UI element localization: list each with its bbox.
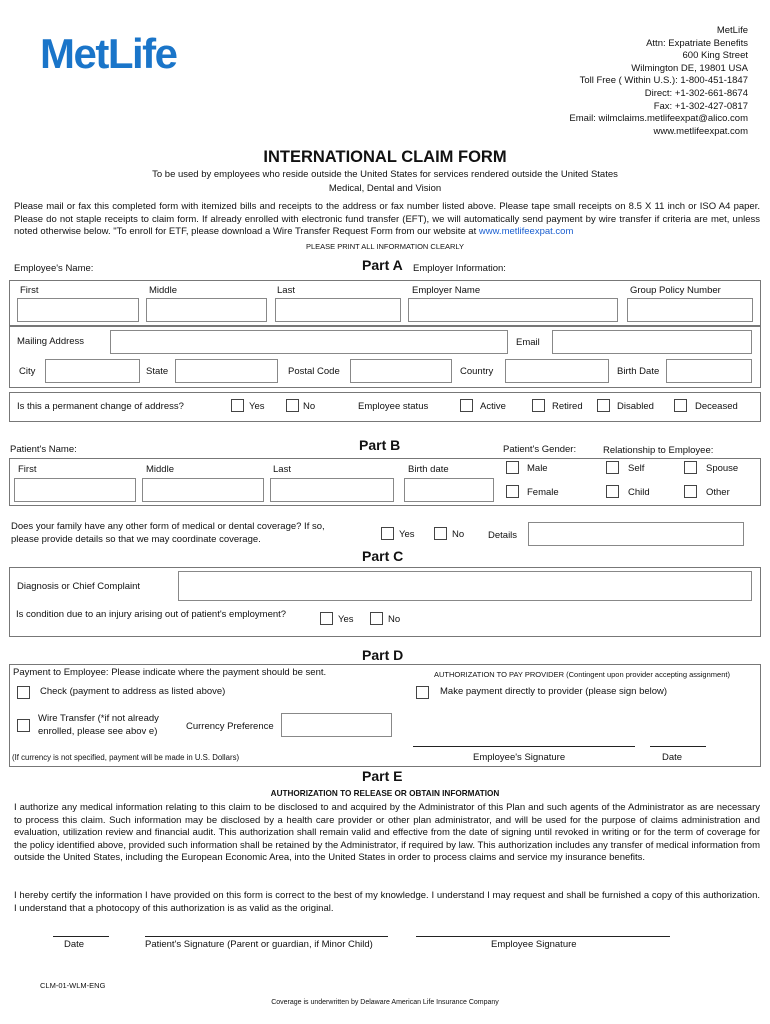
wire-transfer-line2: enrolled, please see abov e) (38, 726, 158, 737)
mailing-address-label: Mailing Address (17, 336, 85, 347)
date-signature-line (650, 746, 706, 747)
patient-last-name-field[interactable] (270, 478, 394, 502)
underwriter-note: Coverage is underwritten by Delaware American Life Insurance Company (271, 999, 499, 1006)
injury-no-label: No (388, 614, 401, 625)
relationship-label: Relationship to Employee: (603, 445, 714, 456)
self-label: Self (628, 463, 645, 474)
wire-transfer-checkbox[interactable] (17, 719, 30, 732)
postal-code-field[interactable] (350, 359, 452, 383)
disabled-label: Disabled (617, 401, 654, 412)
patient-first-label: First (18, 464, 37, 475)
injury-question: Is condition due to an injury arising out of patient's employment? (16, 609, 287, 620)
spouse-label: Spouse (706, 463, 739, 474)
employer-name-label: Employer Name (412, 285, 481, 296)
pay-provider-checkbox[interactable] (416, 686, 429, 699)
coverage-details-field[interactable] (528, 522, 744, 546)
details-label: Details (488, 530, 518, 541)
address-line: Wilmington DE, 19801 USA (631, 62, 748, 74)
address-line: www.metlifeexpat.com (653, 125, 748, 137)
form-subtitle: To be used by employees who reside outside the United States for services rendered outside the United States (152, 169, 618, 180)
address-line: Toll Free ( Within U.S.): 1-800-451-1847 (579, 75, 748, 87)
instructions (14, 201, 760, 239)
patient-name-label: Patient's Name: (10, 444, 77, 455)
mailing-address-field[interactable] (110, 330, 508, 354)
auth-pay-provider-label: AUTHORIZATION TO PAY PROVIDER (Contingent upon provider accepting assignment) (434, 670, 730, 679)
coverage-yes-label: Yes (399, 529, 415, 540)
first-name-label: First (20, 285, 39, 296)
patient-first-name-field[interactable] (14, 478, 136, 502)
currency-note: (If currency is not specified, payment will be made in U.S. Dollars) (12, 753, 240, 762)
patient-last-label: Last (273, 464, 291, 475)
address-line: Direct: +1-302-661-8674 (644, 87, 748, 99)
instructions-text: Please mail or fax this completed form with itemized bills and receipts to the address or fax number listed above. Please tape small receipts on 8.5 X 11 inch or ISO A4 paper. Please do not staple receipts to claim form. If already enrolled with electronic fund transfer (EFT), we will automatically send payment by wire transfer if criteria are met, unless noted otherwise below. "To enroll for ETF, please download a Wire Transfer Request Form from our website at (14, 201, 760, 238)
email-label: Email (516, 337, 540, 348)
diagnosis-label: Diagnosis or Chief Complaint (17, 581, 141, 592)
company-address (569, 25, 748, 138)
patient-birth-date-label: Birth date (408, 464, 449, 475)
address-line: Fax: +1-302-427-0817 (653, 100, 748, 112)
address-line: Email: wilmclaims.metlifeexpat@alico.com (569, 113, 748, 125)
patient-signature-line (145, 936, 388, 937)
injury-yes-checkbox[interactable] (320, 612, 333, 625)
middle-name-label: Middle (149, 285, 177, 296)
male-label: Male (527, 463, 548, 474)
pay-provider-label: Make payment directly to provider (please sign below) (440, 686, 668, 697)
patient-signature-label: Patient's Signature (Parent or guardian, if Minor Child) (145, 939, 373, 950)
part-e-date-label: Date (64, 939, 85, 950)
status-disabled-checkbox[interactable] (597, 399, 610, 412)
retired-label: Retired (552, 401, 583, 412)
yes-label: Yes (249, 401, 265, 412)
diagnosis-field[interactable] (178, 571, 752, 601)
employer-info-label: Employer Information: (413, 263, 506, 274)
address-line: Attn: Expatriate Benefits (646, 37, 748, 49)
auth-release-heading: AUTHORIZATION TO RELEASE OR OBTAIN INFORMATION (270, 789, 500, 798)
postal-code-label: Postal Code (288, 366, 340, 377)
state-field[interactable] (175, 359, 278, 383)
part-b-heading: Part B (359, 437, 401, 453)
child-label: Child (628, 487, 650, 498)
no-label: No (303, 401, 316, 412)
city-label: City (19, 366, 36, 377)
coverage-no-label: No (452, 529, 465, 540)
relationship-other-checkbox[interactable] (684, 485, 697, 498)
part-e-heading: Part E (362, 768, 403, 784)
form-code: CLM-01-WLM-ENG (40, 981, 106, 990)
patient-gender-label: Patient's Gender: (503, 444, 577, 455)
address-change-yes-checkbox[interactable] (231, 399, 244, 412)
coverage-no-checkbox[interactable] (434, 527, 447, 540)
email-field[interactable] (552, 330, 752, 354)
country-label: Country (460, 366, 494, 377)
part-d-heading: Part D (362, 647, 404, 663)
employee-status-label: Employee status (358, 401, 429, 412)
website-link[interactable]: www.metlifeexpat.com (478, 226, 574, 238)
deceased-label: Deceased (695, 401, 738, 412)
injury-yes-label: Yes (338, 614, 354, 625)
active-label: Active (480, 401, 506, 412)
last-name-label: Last (277, 285, 295, 296)
metlife-logo: MetLife (40, 30, 177, 77)
employee-signature-label: Employee's Signature (473, 752, 566, 763)
form-subtitle-coverage: Medical, Dental and Vision (328, 183, 442, 194)
employee-last-name-field[interactable] (275, 298, 401, 322)
employee-first-name-field[interactable] (17, 298, 139, 322)
employer-name-field[interactable] (408, 298, 618, 322)
coverage-yes-checkbox[interactable] (381, 527, 394, 540)
injury-no-checkbox[interactable] (370, 612, 383, 625)
female-label: Female (527, 487, 559, 498)
form-title: INTERNATIONAL CLAIM FORM (263, 148, 507, 166)
payment-to-employee-label: Payment to Employee: Please indicate where the payment should be sent. (13, 667, 327, 678)
group-policy-label: Group Policy Number (630, 285, 721, 296)
gender-male-checkbox[interactable] (506, 461, 519, 474)
currency-preference-label: Currency Preference (186, 721, 274, 732)
patient-middle-name-field[interactable] (142, 478, 264, 502)
part-e-employee-signature-label: Employee Signature (491, 939, 577, 950)
print-note: PLEASE PRINT ALL INFORMATION CLEARLY (305, 242, 465, 251)
birth-date-label: Birth Date (617, 366, 660, 377)
payment-check-checkbox[interactable] (17, 686, 30, 699)
employee-signature-line-e (416, 936, 670, 937)
wire-transfer-line1: Wire Transfer (*if not already (38, 713, 159, 724)
patient-middle-label: Middle (146, 464, 174, 475)
status-deceased-checkbox[interactable] (674, 399, 687, 412)
coverage-question-line2: please provide details so that we may coordinate coverage. (11, 534, 261, 545)
part-a-heading: Part A (362, 257, 403, 273)
patient-birth-date-field[interactable] (404, 478, 494, 502)
certification-text: I hereby certify the information I have provided on this form is correct to the best of my knowledge. I understand I may request and shall be furnished a copy of this authorization. I understand that a photocopy of this authorization is as valid as the original. (14, 890, 760, 914)
group-policy-field[interactable] (627, 298, 753, 322)
relationship-spouse-checkbox[interactable] (684, 461, 697, 474)
address-line: MetLife (716, 25, 748, 36)
authorization-text: I authorize any medical information relating to this claim to be disclosed to and acquired by the Administrator of this Plan and such agents of the Administrator as are necessary to process this claim. Such information may be disclosed by a health care provider or other plan administrator, and will be used for the purpose of claims administration and evaluation, utilization review and financial audit. This authorization shall remain valid and effective from the date of signing until revoked in writing or for the term of coverage for the policy identified above, provided such information shall be retained by the Administrator, if required by law. This authorization includes any transfer of medical information from outside the United States, including the European Economic Area, into the United States in order to process claims and service my insurance benefits. (14, 802, 760, 864)
check-label: Check (payment to address as listed above) (40, 686, 226, 697)
permanent-change-question: Is this a permanent change of address? (17, 401, 184, 412)
relationship-child-checkbox[interactable] (606, 485, 619, 498)
country-field[interactable] (505, 359, 609, 383)
city-field[interactable] (45, 359, 140, 383)
state-label: State (146, 366, 169, 377)
employee-middle-name-field[interactable] (146, 298, 267, 322)
employee-name-label: Employee's Name: (14, 263, 94, 274)
status-active-checkbox[interactable] (460, 399, 473, 412)
relationship-self-checkbox[interactable] (606, 461, 619, 474)
currency-preference-field[interactable] (281, 713, 392, 737)
part-c-heading: Part C (362, 548, 404, 564)
date-line (53, 936, 109, 937)
other-label: Other (706, 487, 730, 498)
signature-date-label: Date (662, 752, 683, 763)
status-retired-checkbox[interactable] (532, 399, 545, 412)
address-line: 600 King Street (682, 50, 748, 62)
coverage-question-line1: Does your family have any other form of medical or dental coverage? If so, (11, 521, 325, 532)
address-change-no-checkbox[interactable] (286, 399, 299, 412)
employee-signature-line (413, 746, 635, 747)
birth-date-field[interactable] (666, 359, 752, 383)
gender-female-checkbox[interactable] (506, 485, 519, 498)
